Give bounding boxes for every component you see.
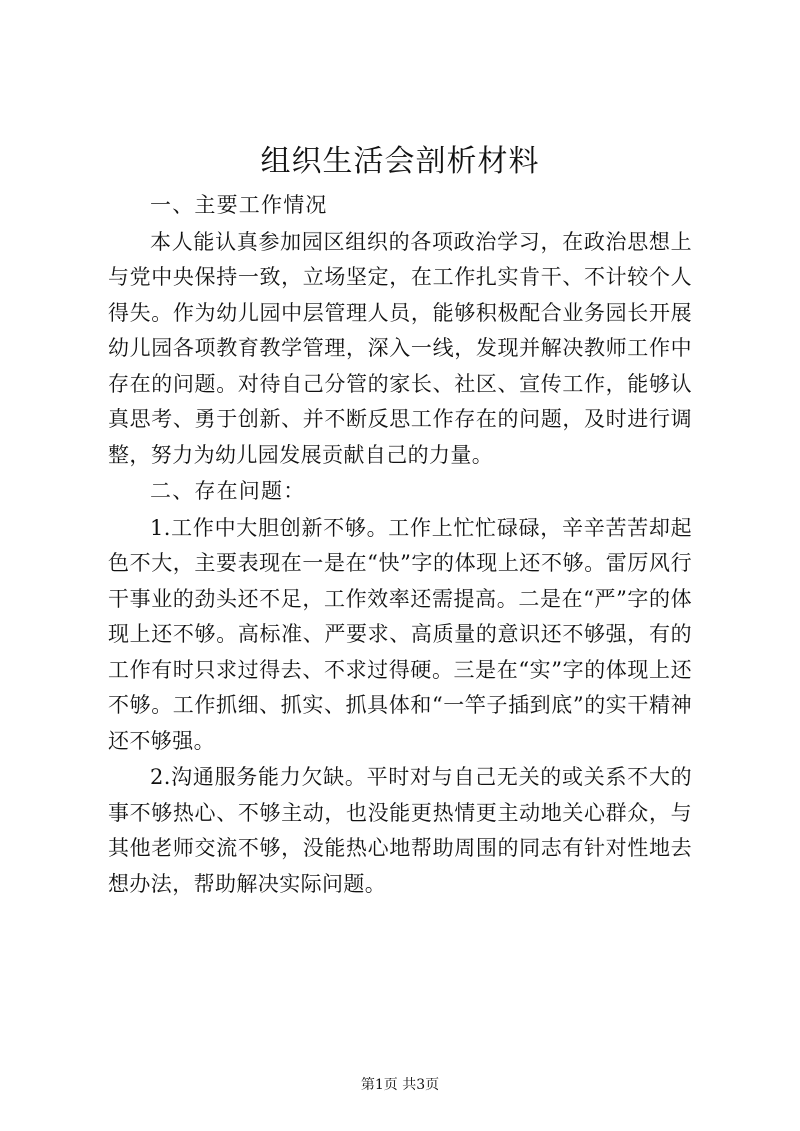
paragraph-main-work: 本人能认真参加园区组织的各项政治学习，在政治思想上与党中央保持一致，立场坚定，在工作扎实肯干、不计较个人得失。作为幼儿园中层管理人员，能够积极配合业务园长开展幼儿园各项教育教学管理，深入一线，发现并解决教师工作中存在的问题。对待自己分管的家长、社区、宣传工作，能够认真思考、勇于创新、并不断反思工作存在的问题，及时进行调整，努力为幼儿园发展贡献自己的力量。 [108, 229, 692, 467]
section-heading-main-work: 一、主要工作情况 [150, 193, 328, 217]
section-heading-problems: 二、存在问题： [150, 479, 306, 503]
paragraph-problem-2: 2.沟通服务能力欠缺。平时对与自己无关的或关系不大的事不够热心、不够主动，也没能更热情更主动地关心群众，与其他老师交流不够，没能热心地帮助周围的同志有针对性地去想办法，帮助解决实际问题。 [108, 765, 692, 896]
document-title: 组织生活会剖析材料 [260, 144, 540, 179]
page-footer: 第1页 共3页 [360, 1077, 440, 1093]
paragraph-problem-1: 1.工作中大胆创新不够。工作上忙忙碌碌，辛辛苦苦却起色不大，主要表现在一是在“快”字的体现上还不够。雷厉风行干事业的劲头还不足，工作效率还需提高。二是在“严”字的体现上还不够。高标准、严要求、高质量的意识还不够强，有的工作有时只求过得去、不求过得硬。三是在“实”字的体现上还不够。工作抓细、抓实、抓具体和“一竿子插到底”的实干精神还不够强。 [108, 515, 692, 753]
document-body [108, 188, 692, 903]
